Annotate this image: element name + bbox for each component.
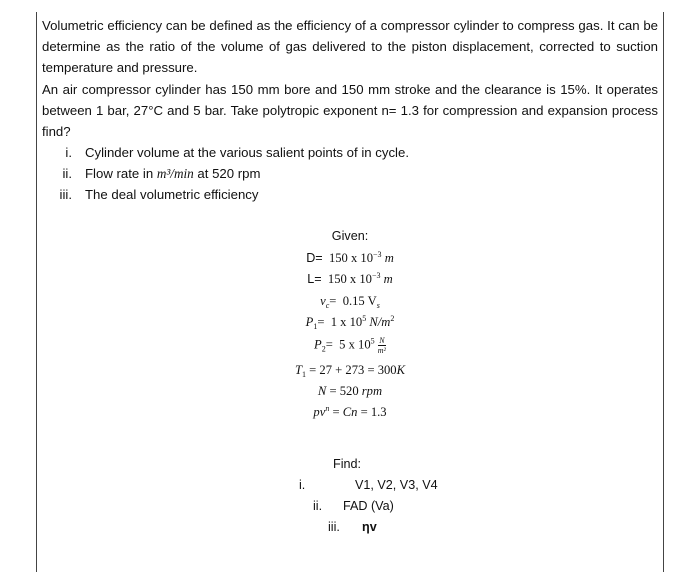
find-item-1 [299,478,438,492]
given-p1: $P_1= 1$ x $10^5$ $N/m^2$ [305,314,395,331]
given-stroke: L= 150 x $10^{-3}$ m [307,271,393,286]
intro-paragraph [42,16,658,78]
find-title: Find: [333,457,361,471]
find-item-3 [328,520,377,534]
given-p2: $P_2= 5$ x $10^5$ $\frac{N}{\text{m²}}$ [314,336,386,355]
problem-line-2: between 1 bar, 27°C and 5 bar. Take polytropic exponent n= 1.3 for compression and expansion process [42,102,658,118]
find-number: ii. [313,499,323,513]
flow-rate-unit: m³/min [156,166,194,181]
question-text: The deal volumetric efficiency [85,187,259,202]
p2-unit-fraction: $\frac{N}{\text{m²}}$ [377,336,386,355]
question-number: iii. [59,187,72,202]
intro-line-1: Volumetric efficiency can be defined as the efficiency of a compressor cylinder to compress gas. It can be [42,18,658,33]
given-t1: $T_1 = 27 + 273 = 300K$ [295,363,405,379]
given-polytropic: $pv^n = Cn = 1.3$ [313,404,387,419]
question-number: i. [65,145,72,160]
question-text: Cylinder volume at the various salient points of in cycle. [85,145,409,160]
problem-paragraph [42,80,658,142]
question-text: Flow rate in m³/min at 520 rpm [85,166,261,181]
given-clearance-volume: $v_c= 0.15$ $V_s$ [320,294,380,310]
find-number: iii. [328,520,340,534]
find-number: i. [299,478,306,492]
given-title: Given: [331,229,369,243]
problem-line-3: find? [42,123,71,139]
find-item-2 [313,499,394,513]
find-text: V1, V2, V3, V4 [355,478,438,492]
problem-line-1: An air compressor cylinder has 150 mm bore and 150 mm stroke and the clearance is 15%. It operates [42,82,658,97]
intro-line-2: determine as the ratio of the volume of gas delivered to the piston displacement, corrected to suction [42,38,658,54]
given-diameter: D= 150 x $10^{-3}$ m [306,250,394,265]
question-number: ii. [62,166,72,181]
intro-line-3: temperature and pressure. [42,59,198,75]
find-text: FAD (Va) [343,499,394,513]
find-text: ηv [362,520,377,534]
given-speed: N = 520 rpm [317,384,383,398]
